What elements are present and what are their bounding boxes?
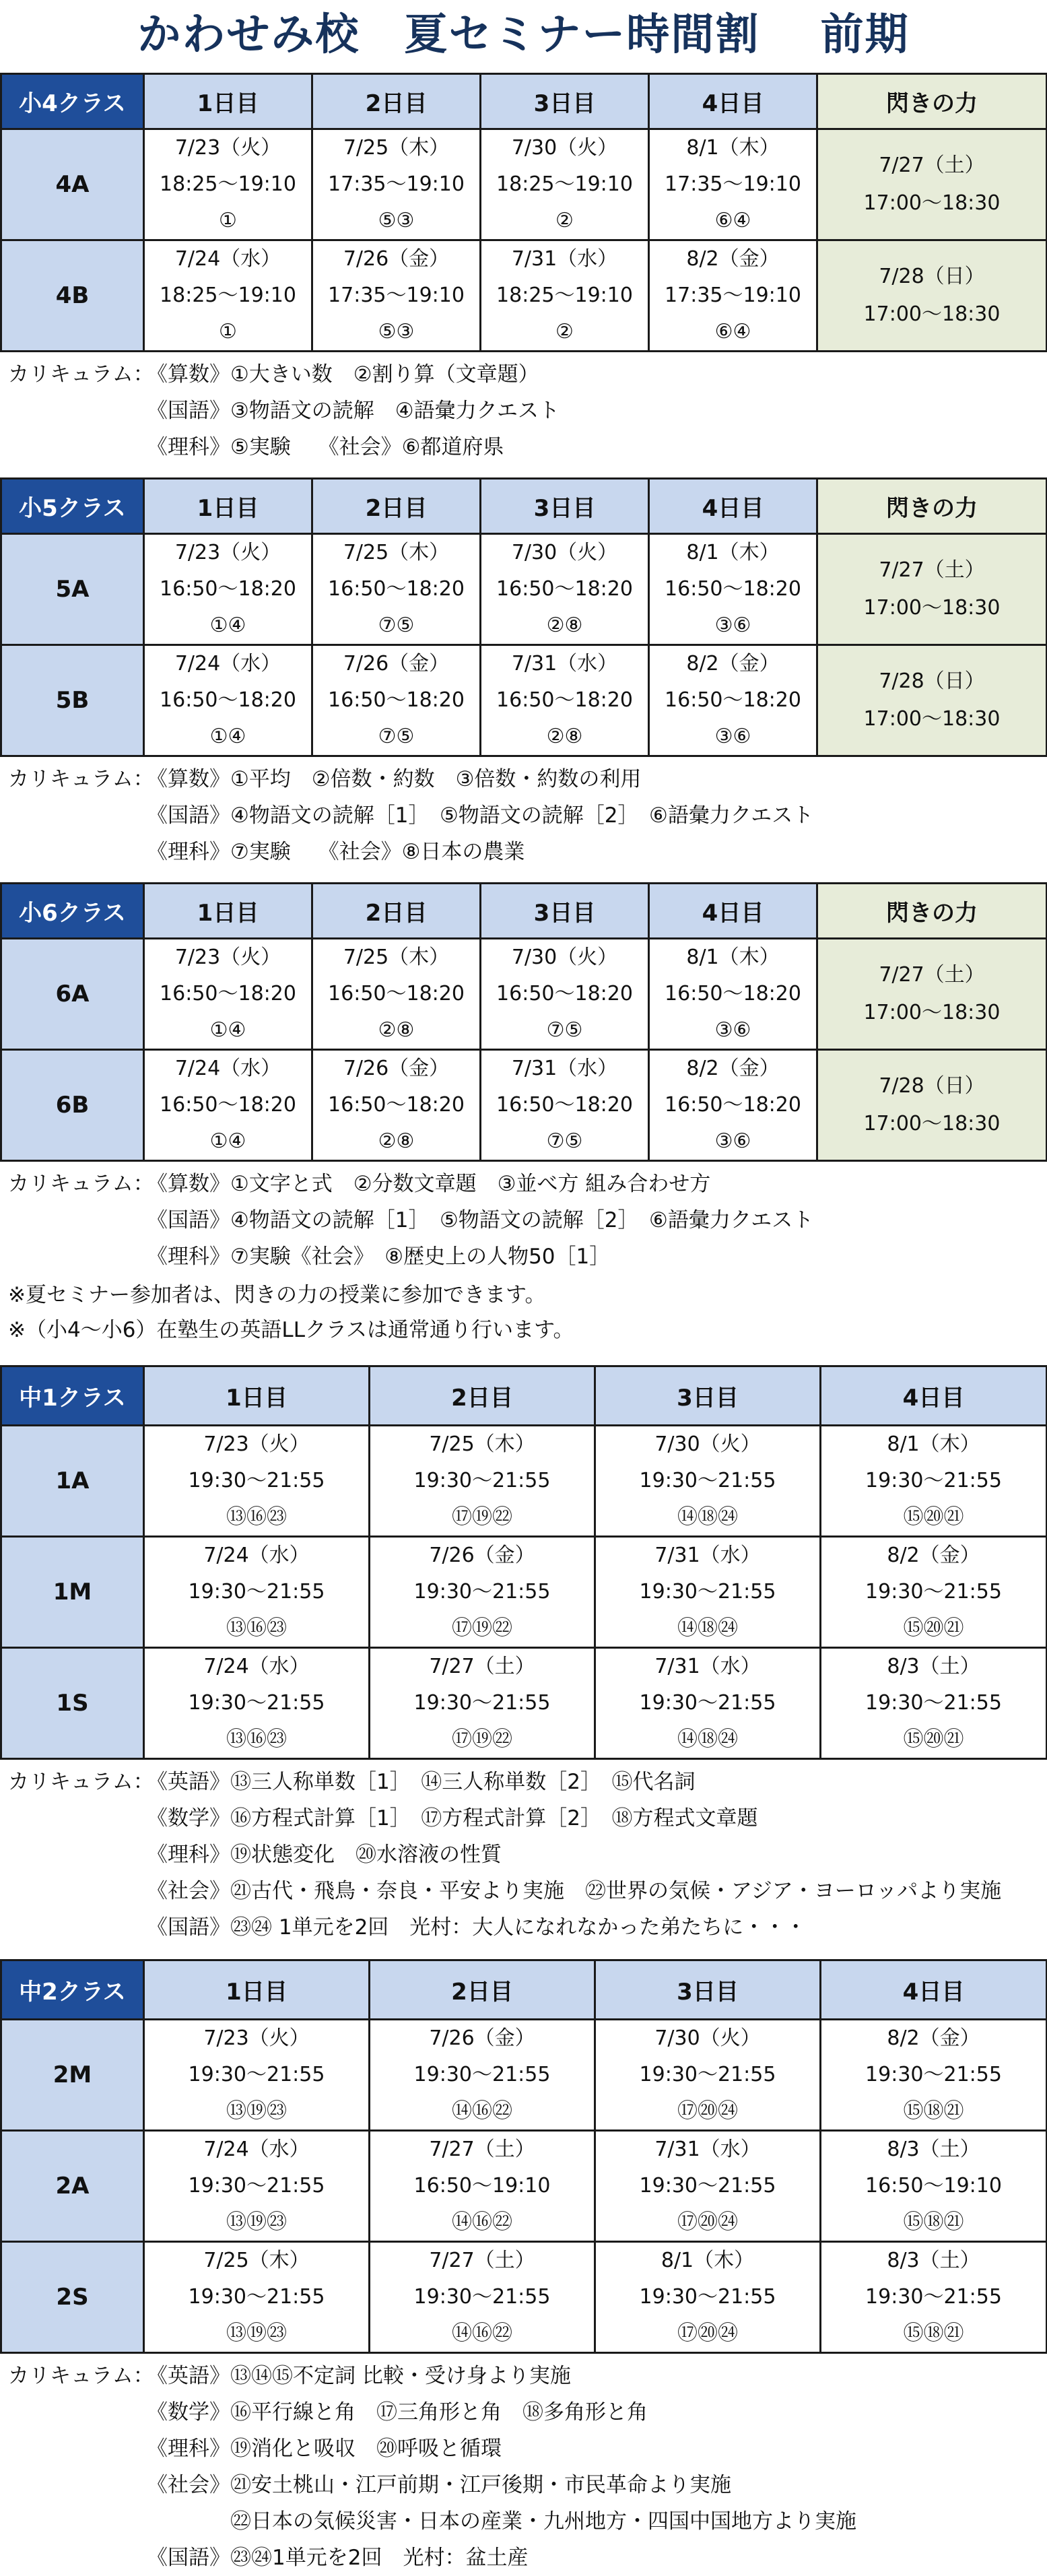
schedule-cell: 7/30（火） 19:30～21:55 ⑭⑱㉔ [595, 1426, 821, 1537]
curriculum-line: ㉒日本の気候災害・日本の産業・九州地方・四国中国地方より実施 [230, 2509, 856, 2534]
schedule-cell: 8/1（木） 19:30～21:55 ⑮⑳㉑ [821, 1426, 1047, 1537]
class-header-corner: 小6クラス [1, 884, 144, 939]
schedule-cell: 7/24（水） 19:30～21:55 ⑬⑯㉓ [144, 1648, 370, 1759]
table-row [1, 2242, 1047, 2353]
curriculum-line: 《理科》⑦実験《社会》 ⑧歴史上の人物50［1］ [147, 1245, 611, 1269]
class-header-corner: 中2クラス [1, 1960, 144, 2020]
note-line: ※夏セミナー参加者は、閃きの力の授業に参加できます。 [8, 1283, 546, 1307]
class-name: 4A [1, 129, 144, 240]
day-header: 3日目 [481, 479, 649, 534]
schedule-cell: 7/23（火） 16:50～18:20 ①④ [144, 939, 312, 1050]
curriculum-line: 《数学》⑯平行線と角 ⑰三角形と角 ⑱多角形と角 [147, 2400, 648, 2424]
special-class-cell: 7/27（土） 17:00～18:30 [817, 939, 1047, 1050]
day-header: 3日目 [595, 1960, 821, 2020]
curriculum-line: 《社会》㉑安土桃山・江戸前期・江戸後期・市民革命より実施 [147, 2473, 731, 2497]
curriculum [8, 356, 1047, 477]
day-header: 3日目 [481, 74, 649, 129]
curriculum-line: 《理科》⑦実験 《社会》⑧日本の農業 [147, 840, 525, 864]
day-header: 2日目 [312, 74, 481, 129]
schedule-cell: 7/24（水） 19:30～21:55 ⑬⑲㉓ [144, 2131, 370, 2242]
special-class-cell: 7/28（日） 17:00～18:30 [817, 1050, 1047, 1161]
table-row [1, 1537, 1047, 1648]
class-header-corner: 小4クラス [1, 74, 144, 129]
section-jh2 [0, 1959, 1047, 2576]
curriculum-line: 《算数》①大きい数 ②割り算（文章題） [147, 362, 539, 387]
day-header: 1日目 [144, 1960, 370, 2020]
day-header: 3日目 [595, 1366, 821, 1426]
schedule-cell: 8/2（金） 16:50～18:20 ③⑥ [649, 1050, 817, 1161]
curriculum-line: 《国語》㉓㉔1単元を2回 光村：盆土産 [147, 2546, 529, 2570]
special-class-cell: 7/28（日） 17:00～18:30 [817, 645, 1047, 756]
schedule-cell: 7/31（水） 19:30～21:55 ⑰⑳㉔ [595, 2131, 821, 2242]
curriculum-line: 《理科》⑲消化と吸収 ⑳呼吸と循環 [147, 2437, 502, 2461]
day-header: 1日目 [144, 479, 312, 534]
schedule-cell: 7/24（水） 18:25～19:10 ① [144, 240, 312, 352]
schedule-cell: 7/24（水） 19:30～21:55 ⑬⑯㉓ [144, 1537, 370, 1648]
day-header: 1日目 [144, 1366, 370, 1426]
schedule-cell: 7/26（金） 16:50～18:20 ②⑧ [312, 1050, 481, 1161]
schedule-cell: 7/26（金） 17:35～19:10 ⑤③ [312, 240, 481, 352]
schedule-cell: 7/23（火） 19:30～21:55 ⑬⑯㉓ [144, 1426, 370, 1537]
curriculum-line: 《算数》①文字と式 ②分数文章題 ③並べ方 組み合わせ方 [147, 1172, 711, 1196]
day-header: 4日目 [649, 479, 817, 534]
curriculum [8, 1166, 1047, 1278]
class-name: 5B [1, 645, 144, 756]
table-row [1, 129, 1047, 240]
day-header: 1日目 [144, 884, 312, 939]
schedule-cell: 8/2（金） 16:50～18:20 ③⑥ [649, 645, 817, 756]
schedule-cell: 8/3（土） 19:30～21:55 ⑮⑳㉑ [821, 1648, 1047, 1759]
class-name: 6A [1, 939, 144, 1050]
schedule-cell: 7/31（水） 16:50～18:20 ⑦⑤ [481, 1050, 649, 1161]
curriculum [8, 761, 1047, 882]
schedule-cell: 8/2（金） 17:35～19:10 ⑥④ [649, 240, 817, 352]
table-row [1, 534, 1047, 645]
curriculum-label: カリキュラム： [8, 1172, 154, 1196]
table-row [1, 2131, 1047, 2242]
day-header: 4日目 [821, 1366, 1047, 1426]
schedule-cell: 7/25（木） 16:50～18:20 ⑦⑤ [312, 534, 481, 645]
curriculum-label: カリキュラム： [8, 362, 154, 387]
schedule-cell: 7/25（木） 19:30～21:55 ⑬⑲㉓ [144, 2242, 370, 2353]
day-header: 2日目 [312, 479, 481, 534]
special-class-header: 閃きの力 [817, 479, 1047, 534]
curriculum-line: 《国語》④物語文の読解［1］ ⑤物語文の読解［2］ ⑥語彙力クエスト [147, 1208, 814, 1232]
schedule-cell: 7/23（火） 16:50～18:20 ①④ [144, 534, 312, 645]
curriculum-line: 《英語》⑬三人称単数［1］ ⑭三人称単数［2］ ⑮代名詞 [147, 1770, 696, 1794]
timetable-grade4 [0, 73, 1047, 352]
schedule-cell: 7/30（火） 19:30～21:55 ⑰⑳㉔ [595, 2020, 821, 2131]
special-class-header: 閃きの力 [817, 74, 1047, 129]
class-name: 1S [1, 1648, 144, 1759]
curriculum [8, 1764, 1047, 1959]
curriculum-line: 《理科》⑤実験 《社会》⑥都道府県 [147, 435, 504, 459]
section-grade6 [0, 882, 1047, 1278]
class-name: 4B [1, 240, 144, 352]
notes [8, 1278, 1047, 1365]
day-header: 4日目 [649, 74, 817, 129]
timetable-grade6 [0, 882, 1047, 1162]
class-name: 2A [1, 2131, 144, 2242]
section-grade5 [0, 477, 1047, 882]
table-row [1, 1648, 1047, 1759]
schedule-cell: 8/1（木） 16:50～18:20 ③⑥ [649, 534, 817, 645]
schedule-cell: 8/2（金） 19:30～21:55 ⑮⑳㉑ [821, 1537, 1047, 1648]
curriculum [8, 2358, 1047, 2576]
schedule-cell: 7/31（水） 19:30～21:55 ⑭⑱㉔ [595, 1537, 821, 1648]
schedule-cell: 8/1（木） 16:50～18:20 ③⑥ [649, 939, 817, 1050]
schedule-cell: 8/3（土） 19:30～21:55 ⑮⑱㉑ [821, 2242, 1047, 2353]
curriculum-line: 《英語》⑬⑭⑮不定詞 比較・受け身より実施 [147, 2364, 571, 2388]
schedule-cell: 8/3（土） 16:50～19:10 ⑮⑱㉑ [821, 2131, 1047, 2242]
curriculum-line: 《算数》①平均 ②倍数・約数 ③倍数・約数の利用 [147, 767, 642, 791]
schedule-cell: 7/30（火） 18:25～19:10 ② [481, 129, 649, 240]
class-name: 1A [1, 1426, 144, 1537]
day-header: 4日目 [821, 1960, 1047, 2020]
note-line: ※（小4～小6）在塾生の英語LLクラスは通常通り行います。 [8, 1318, 574, 1342]
schedule-cell: 7/27（土） 16:50～19:10 ⑭⑯㉒ [370, 2131, 595, 2242]
schedule-cell: 8/2（金） 19:30～21:55 ⑮⑱㉑ [821, 2020, 1047, 2131]
curriculum-line: 《社会》㉑古代・飛鳥・奈良・平安より実施 ㉒世界の気候・アジア・ヨーロッパより実施 [147, 1879, 1002, 1903]
curriculum-line: 《国語》㉓㉔ 1単元を2回 光村：大人になれなかった弟たちに・・・ [147, 1915, 807, 1940]
class-name: 1M [1, 1537, 144, 1648]
day-header: 3日目 [481, 884, 649, 939]
schedule-cell: 7/25（木） 17:35～19:10 ⑤③ [312, 129, 481, 240]
schedule-cell: 7/25（木） 16:50～18:20 ②⑧ [312, 939, 481, 1050]
curriculum-line: 《国語》③物語文の読解 ④語彙力クエスト [147, 399, 560, 423]
curriculum-label: カリキュラム： [8, 767, 154, 791]
class-header-corner: 小5クラス [1, 479, 144, 534]
table-row [1, 1426, 1047, 1537]
page-title: かわせみ校 夏セミナー時間割 前期 [137, 10, 910, 60]
day-header: 4日目 [649, 884, 817, 939]
class-name: 5A [1, 534, 144, 645]
schedule-cell: 7/31（水） 18:25～19:10 ② [481, 240, 649, 352]
table-row [1, 645, 1047, 756]
schedule-cell: 7/23（火） 18:25～19:10 ① [144, 129, 312, 240]
schedule-cell: 7/26（金） 16:50～18:20 ⑦⑤ [312, 645, 481, 756]
special-class-cell: 7/27（土） 17:00～18:30 [817, 129, 1047, 240]
curriculum-line: 《数学》⑯方程式計算［1］ ⑰方程式計算［2］ ⑱方程式文章題 [147, 1806, 758, 1830]
schedule-cell: 7/27（土） 19:30～21:55 ⑭⑯㉒ [370, 2242, 595, 2353]
table-row [1, 2020, 1047, 2131]
schedule-cell: 8/1（木） 19:30～21:55 ⑰⑳㉔ [595, 2242, 821, 2353]
curriculum-line: 《国語》④物語文の読解［1］ ⑤物語文の読解［2］ ⑥語彙力クエスト [147, 803, 814, 828]
special-class-cell: 7/28（日） 17:00～18:30 [817, 240, 1047, 352]
schedule-cell: 7/30（火） 16:50～18:20 ②⑧ [481, 534, 649, 645]
schedule-cell: 8/1（木） 17:35～19:10 ⑥④ [649, 129, 817, 240]
schedule-cell: 7/31（水） 19:30～21:55 ⑭⑱㉔ [595, 1648, 821, 1759]
schedule-cell: 7/26（金） 19:30～21:55 ⑭⑯㉒ [370, 2020, 595, 2131]
class-name: 2M [1, 2020, 144, 2131]
day-header: 1日目 [144, 74, 312, 129]
day-header: 2日目 [312, 884, 481, 939]
schedule-cell: 7/27（土） 19:30～21:55 ⑰⑲㉒ [370, 1648, 595, 1759]
schedule-cell: 7/24（水） 16:50～18:20 ①④ [144, 1050, 312, 1161]
special-class-header: 閃きの力 [817, 884, 1047, 939]
class-name: 6B [1, 1050, 144, 1161]
day-header: 2日目 [370, 1960, 595, 2020]
curriculum-label: カリキュラム： [8, 2364, 154, 2388]
schedule-cell: 7/23（火） 19:30～21:55 ⑬⑲㉓ [144, 2020, 370, 2131]
curriculum-label: カリキュラム： [8, 1770, 154, 1794]
curriculum-line: 《理科》⑲状態変化 ⑳水溶液の性質 [147, 1843, 502, 1867]
table-row [1, 1050, 1047, 1161]
schedule-cell: 7/26（金） 19:30～21:55 ⑰⑲㉒ [370, 1537, 595, 1648]
day-header: 2日目 [370, 1366, 595, 1426]
class-header-corner: 中1クラス [1, 1366, 144, 1426]
schedule-cell: 7/25（木） 19:30～21:55 ⑰⑲㉒ [370, 1426, 595, 1537]
table-row [1, 939, 1047, 1050]
schedule-cell: 7/30（火） 16:50～18:20 ⑦⑤ [481, 939, 649, 1050]
special-class-cell: 7/27（土） 17:00～18:30 [817, 534, 1047, 645]
timetable-jh2 [0, 1959, 1047, 2354]
timetable-grade5 [0, 477, 1047, 757]
section-grade4 [0, 73, 1047, 477]
timetable-jh1 [0, 1365, 1047, 1760]
schedule-cell: 7/24（水） 16:50～18:20 ①④ [144, 645, 312, 756]
schedule-cell: 7/31（水） 16:50～18:20 ②⑧ [481, 645, 649, 756]
section-jh1 [0, 1365, 1047, 1959]
class-name: 2S [1, 2242, 144, 2353]
table-row [1, 240, 1047, 352]
